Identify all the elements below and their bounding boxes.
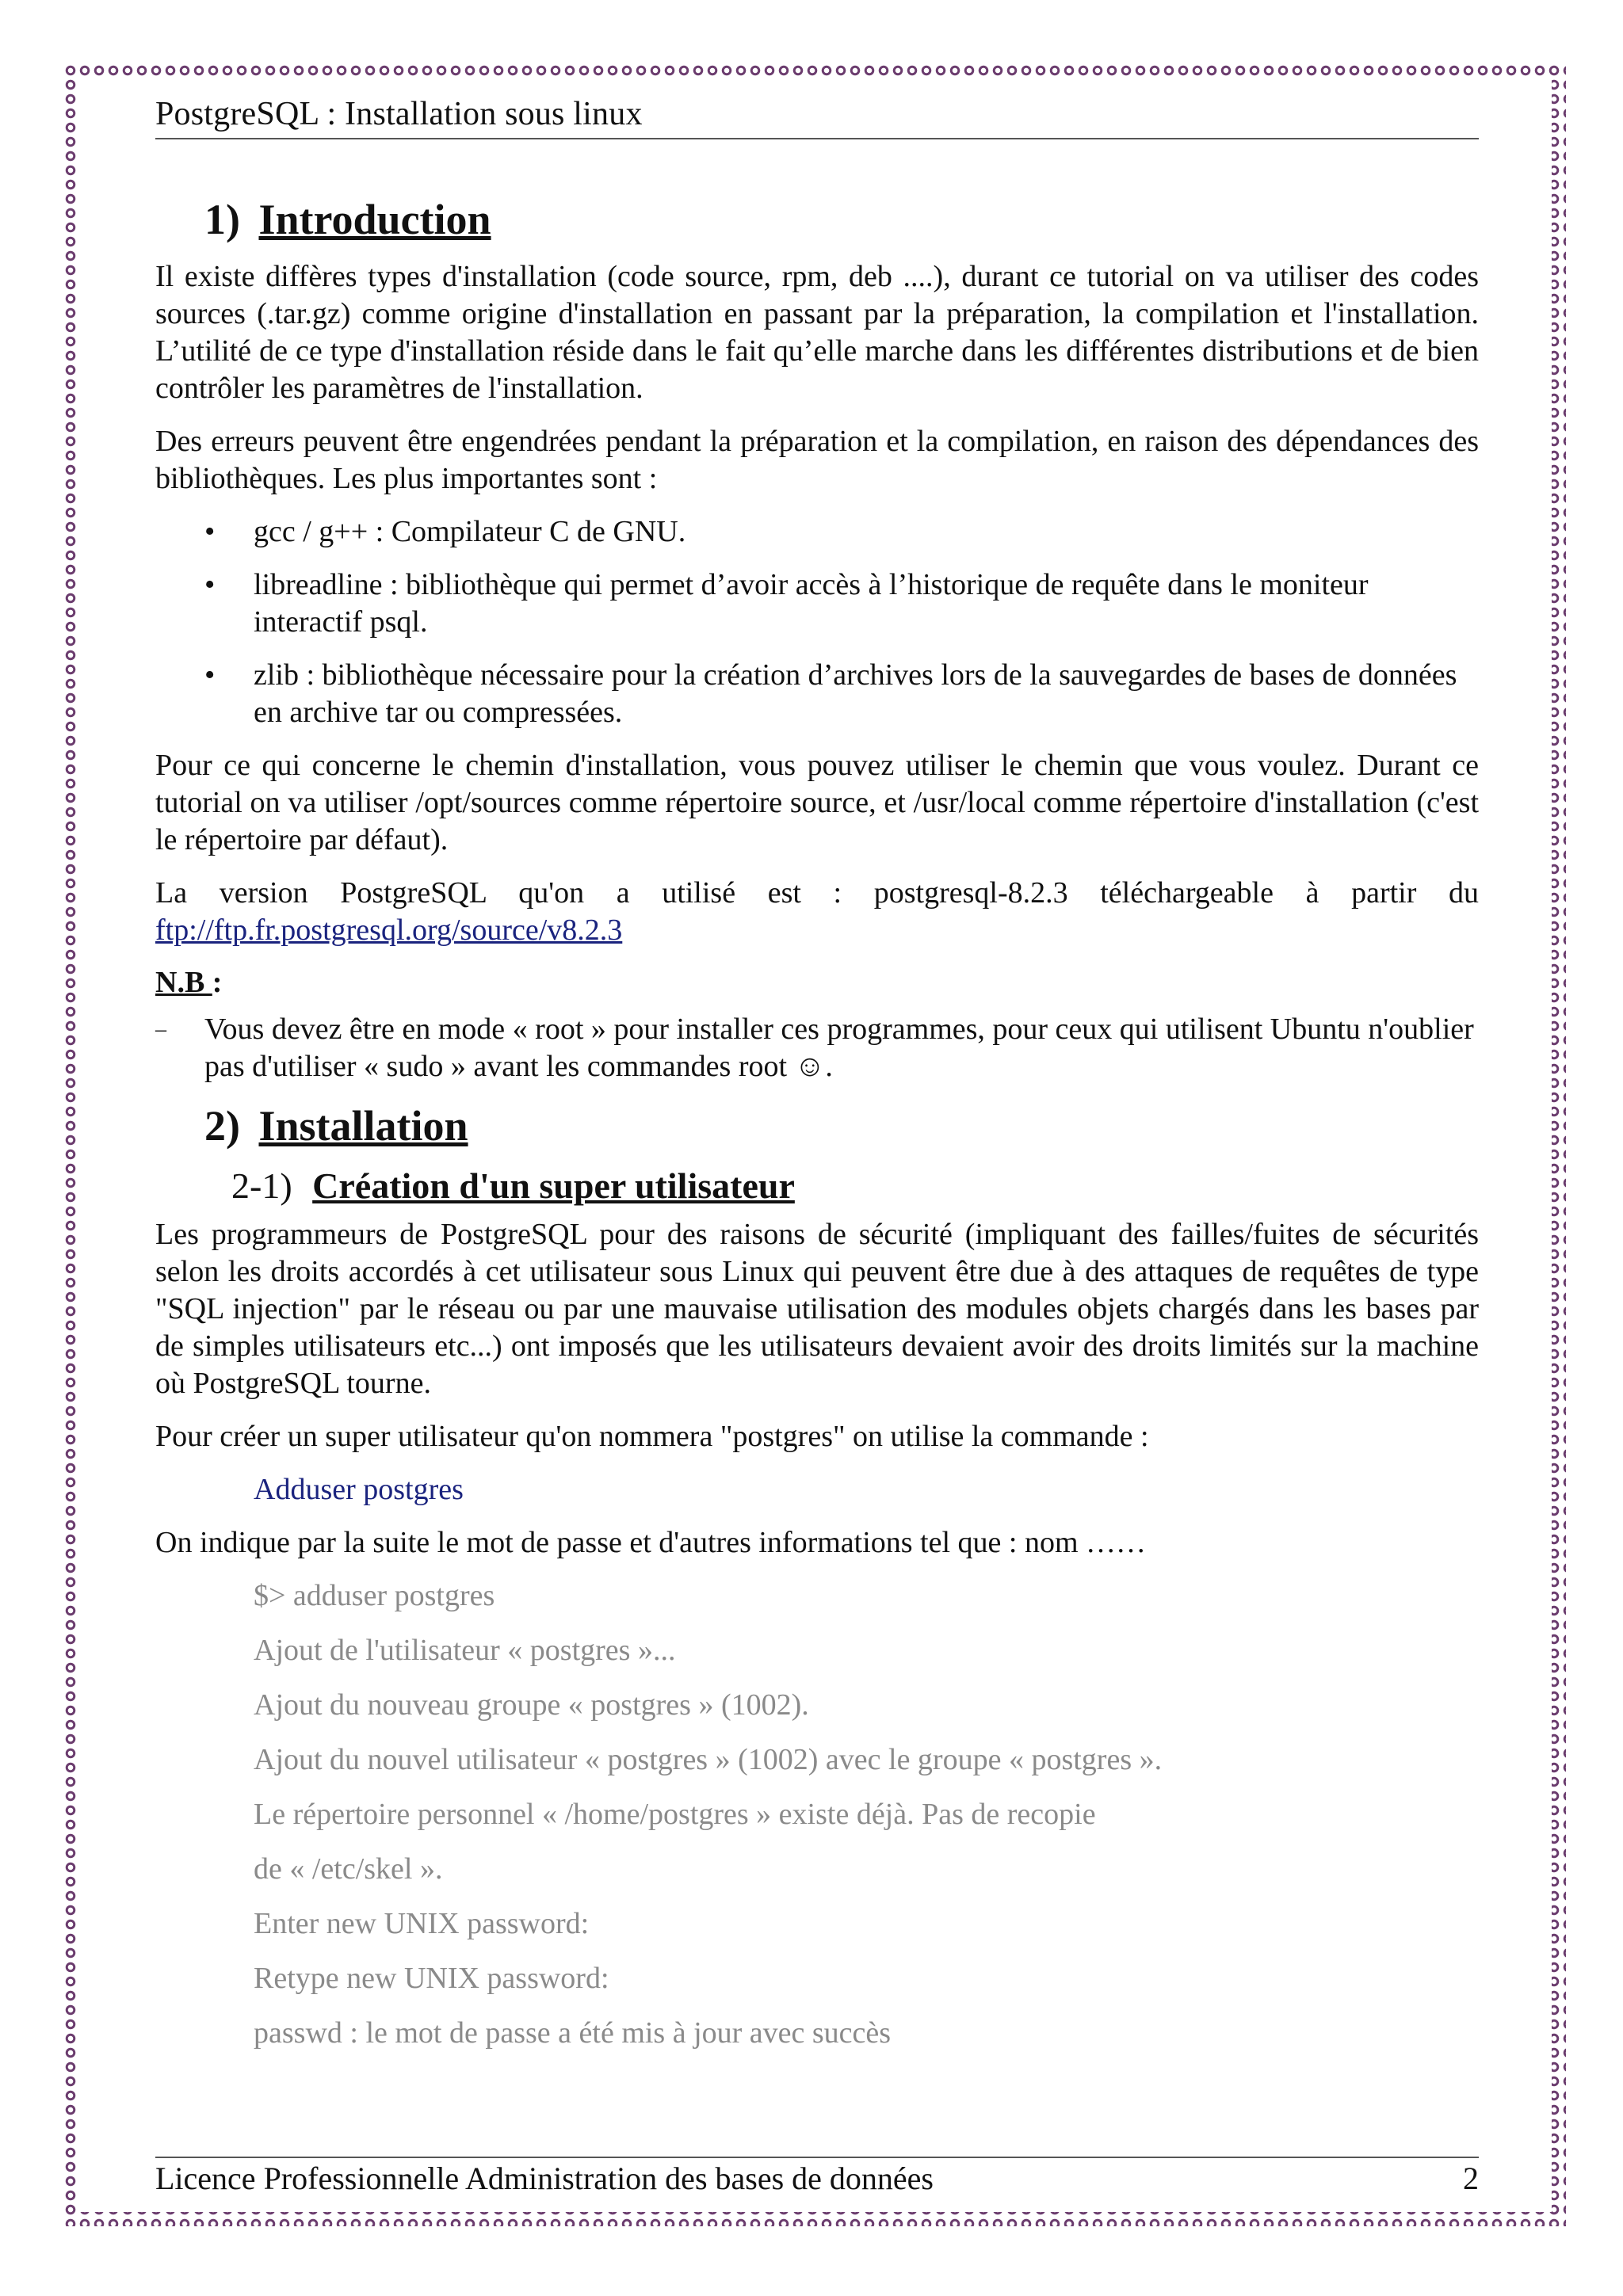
- section-title: Installation: [258, 1102, 468, 1150]
- section-number: 2): [204, 1102, 240, 1150]
- section-number: 1): [204, 196, 240, 243]
- intro-paragraph-4: La version PostgreSQL qu'on a utilisé est : postgresql-8.2.3 téléchargeable à partir du ftp://ftp.fr.postgresql.org/source/v8.2.3: [155, 876, 1479, 947]
- terminal-line: Le répertoire personnel « /home/postgres » existe déjà. Pas de recopie: [254, 1798, 1096, 1831]
- subsection-heading-super-user: [231, 1165, 1479, 1207]
- bullet-icon: •: [204, 658, 216, 692]
- section-heading-introduction: [204, 195, 1479, 244]
- terminal-line: de « /etc/skel ».: [254, 1852, 443, 1886]
- list-item: • zlib : bibliothèque nécessaire pour la création d’archives lors de la sauvegardes de bases de données en archive tar ou compressées.: [204, 658, 1457, 729]
- intro-paragraph-1: Il existe diffères types d'installation (code source, rpm, deb ....), durant ce tutorial on va utiliser des codes sources (.tar.gz) comme origine d'installation en passant par la préparation, la compilation et l'installation. L’utilité de ce type d'installation réside dans le fait qu’elle marche dans les différentes distributions et de bien contrôler les paramètres de l'installation.: [155, 260, 1479, 405]
- dash-icon: –: [155, 1017, 166, 1042]
- terminal-line: Ajout de l'utilisateur « postgres »...: [254, 1634, 676, 1667]
- document-page: [155, 95, 1479, 2069]
- running-header: PostgreSQL : Installation sous linux: [155, 95, 1479, 139]
- bullet-icon: •: [204, 568, 216, 601]
- footer-text: Licence Professionnelle Administration des bases de données: [155, 2161, 934, 2196]
- terminal-line: Retype new UNIX password:: [254, 1962, 609, 1995]
- terminal-output: [155, 1577, 1479, 2052]
- terminal-line: Enter new UNIX password:: [254, 1907, 590, 1940]
- subsection-number: 2-1): [231, 1165, 292, 1206]
- nb-label: N.B :: [155, 966, 223, 999]
- section-title: Introduction: [258, 196, 491, 243]
- list-item: • libreadline : bibliothèque qui permet d’avoir accès à l’historique de requête dans le moniteur interactif psql.: [204, 568, 1369, 639]
- nb-note: – Vous devez être en mode « root » pour installer ces programmes, pour ceux qui utilisent Ubuntu n'oublier pas d'utiliser « sudo » avant les commandes root ☺.: [155, 1013, 1474, 1083]
- terminal-line: $> adduser postgres: [254, 1579, 495, 1612]
- superuser-paragraph-1: Les programmeurs de PostgreSQL pour des raisons de sécurité (impliquant des failles/fuites de sécurités selon les droits accordés à cet utilisateur sous Linux qui peuvent être due à des attaques de requêtes de type "SQL injection" par le réseau ou par une mauvaise utilisation des modules objets chargés dans les bases par de simples utilisateurs etc...) ont imposés que les utilisateurs devaient avoir des droits limités sur la machine où PostgreSQL tourne.: [155, 1218, 1479, 1400]
- intro-paragraph-2: Des erreurs peuvent être engendrées pendant la préparation et la compilation, en raison des dépendances des bibliothèques. Les plus importantes sont :: [155, 425, 1479, 495]
- bullet-icon: •: [204, 515, 216, 548]
- command-line: Adduser postgres: [254, 1473, 464, 1506]
- dependency-list: [155, 513, 1479, 731]
- superuser-paragraph-3: On indique par la suite le mot de passe et d'autres informations tel que : nom ……: [155, 1526, 1147, 1559]
- superuser-paragraph-2: Pour créer un super utilisateur qu'on nommera "postgres" on utilise la commande :: [155, 1420, 1149, 1453]
- terminal-line: passwd : le mot de passe a été mis à jour avec succès: [254, 2016, 892, 2050]
- subsection-title: Création d'un super utilisateur: [312, 1165, 795, 1206]
- ftp-link[interactable]: ftp://ftp.fr.postgresql.org/source/v8.2.3: [155, 913, 623, 947]
- list-item: • gcc / g++ : Compilateur C de GNU.: [155, 513, 1479, 551]
- section-heading-installation: [204, 1101, 1479, 1150]
- terminal-line: Ajout du nouvel utilisateur « postgres » (1002) avec le groupe « postgres ».: [254, 1743, 1163, 1776]
- terminal-line: Ajout du nouveau groupe « postgres » (1002).: [254, 1688, 809, 1722]
- page-number: 2: [1463, 2161, 1479, 2196]
- running-footer: [155, 2157, 1479, 2197]
- intro-paragraph-3: Pour ce qui concerne le chemin d'installation, vous pouvez utiliser le chemin que vous voulez. Durant ce tutorial on va utiliser /opt/sources comme répertoire source, et /usr/local comme répertoire d'installation (c'est le répertoire par défaut).: [155, 749, 1479, 856]
